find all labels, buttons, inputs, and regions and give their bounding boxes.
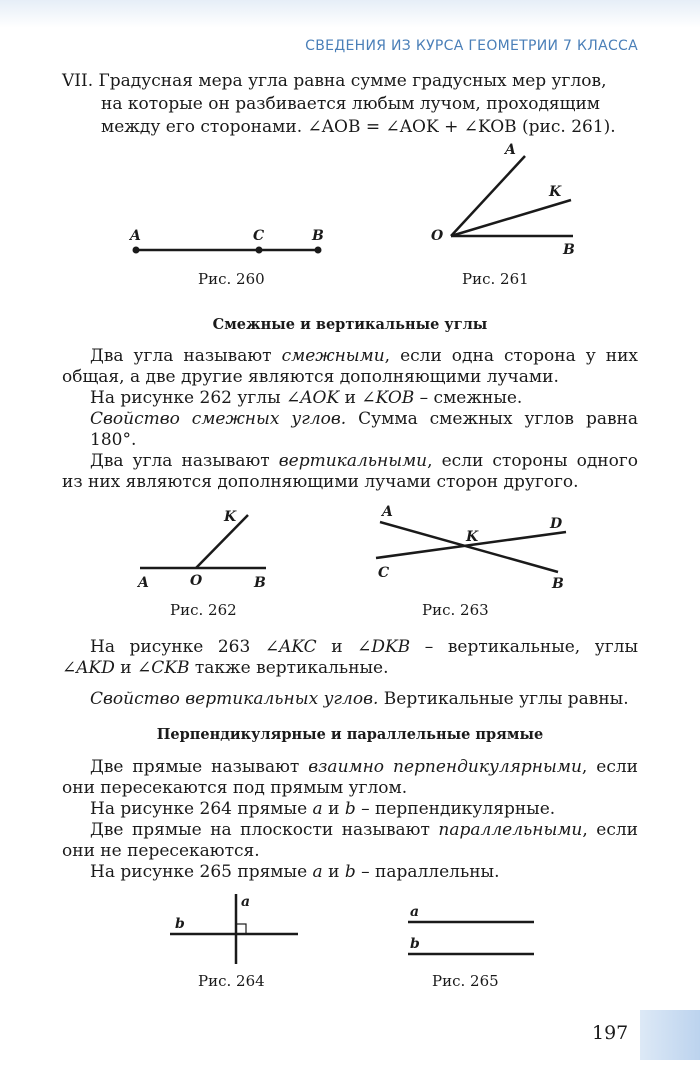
label-c: C — [378, 565, 390, 581]
paragraph-fig264: На рисунке 264 прямые a и b – перпендикулярные. — [90, 799, 556, 819]
paragraph-vertical-definition-cont: из них являются дополняющими лучами сторон другого. — [62, 472, 579, 492]
label-o: O — [190, 573, 203, 589]
paragraph-fig265: На рисунке 265 прямые a и b – параллельны. — [90, 862, 500, 882]
label-c: C — [253, 228, 265, 244]
section-heading-perpendicular: Перпендикулярные и параллельные прямые — [156, 726, 544, 743]
figure-260 — [120, 222, 340, 272]
paragraph-perpendicular-definition-cont: они пересекаются под прямым углом. — [62, 778, 408, 798]
paragraph-parallel-definition-cont: они не пересекаются. — [62, 841, 260, 861]
running-header: СВЕДЕНИЯ ИЗ КУРСА ГЕОМЕТРИИ 7 КЛАССА — [305, 38, 638, 54]
paragraph-vertical-property: Свойство вертикальных углов. Вертикальные углы равны. — [90, 689, 629, 709]
paragraph-adjacent-property-cont: 180°. — [90, 430, 137, 450]
label-a: A — [382, 504, 393, 520]
section7-line1: VII. Градусная мера угла равна сумме градусных мер углов, — [62, 71, 607, 91]
top-band — [0, 0, 700, 28]
label-b: B — [254, 575, 266, 591]
label-a: a — [410, 904, 420, 920]
label-b: B — [552, 576, 564, 592]
figure-263 — [370, 500, 580, 595]
caption-264: Рис. 264 — [198, 972, 265, 990]
paragraph-vertical-definition: Два угла называют вертикальными, если стороны одного — [90, 451, 639, 471]
paragraph-fig263-cont: ∠AKD и ∠CKB также вертикальные. — [62, 658, 389, 678]
paragraph-adjacent-definition-cont: общая, а две другие являются дополняющими лучами. — [62, 367, 559, 387]
label-k: K — [549, 184, 562, 200]
page-number: 197 — [592, 1022, 629, 1044]
figure-261 — [425, 140, 595, 260]
point-a — [133, 247, 140, 254]
label-k: K — [224, 509, 237, 525]
point-b — [315, 247, 322, 254]
figure-265 — [400, 898, 545, 968]
figure-264 — [165, 890, 305, 970]
point-c — [256, 247, 263, 254]
caption-261: Рис. 261 — [462, 270, 529, 288]
label-b: B — [312, 228, 324, 244]
ray-ok — [196, 515, 248, 568]
right-angle-mark — [236, 924, 246, 934]
corner-band — [640, 1010, 700, 1060]
paragraph-fig262: На рисунке 262 углы ∠AOK и ∠KOB – смежные. — [90, 388, 523, 408]
label-a: A — [505, 142, 516, 158]
paragraph-adjacent-definition: Два угла называют смежными, если одна сторона у них — [90, 346, 638, 366]
figure-262 — [130, 505, 290, 595]
label-a: a — [241, 894, 251, 910]
paragraph-fig263: На рисунке 263 ∠AKC и ∠DKB – вертикальные, углы — [90, 637, 639, 657]
section-heading-adjacent: Смежные и вертикальные углы — [212, 316, 488, 333]
label-d: D — [550, 516, 563, 532]
label-b: B — [563, 242, 575, 258]
caption-262: Рис. 262 — [170, 601, 237, 619]
section7-line2: на которые он разбивается любым лучом, проходящим — [101, 94, 601, 114]
label-a: A — [138, 575, 149, 591]
label-a: A — [130, 228, 141, 244]
label-o: O — [431, 228, 444, 244]
paragraph-adjacent-property: Свойство смежных углов. Сумма смежных углов равна — [90, 409, 638, 429]
caption-263: Рис. 263 — [422, 601, 489, 619]
caption-265: Рис. 265 — [432, 972, 499, 990]
caption-260: Рис. 260 — [198, 270, 265, 288]
label-k: K — [466, 529, 479, 545]
label-b: b — [175, 916, 185, 932]
paragraph-parallel-definition: Две прямые на плоскости называют параллельными, если — [90, 820, 638, 840]
paragraph-perpendicular-definition: Две прямые называют взаимно перпендикулярными, если — [90, 757, 638, 777]
label-b: b — [410, 936, 420, 952]
section7-line3: между его сторонами. ∠AOB = ∠AOK + ∠KOB (рис. 261). — [101, 117, 616, 137]
